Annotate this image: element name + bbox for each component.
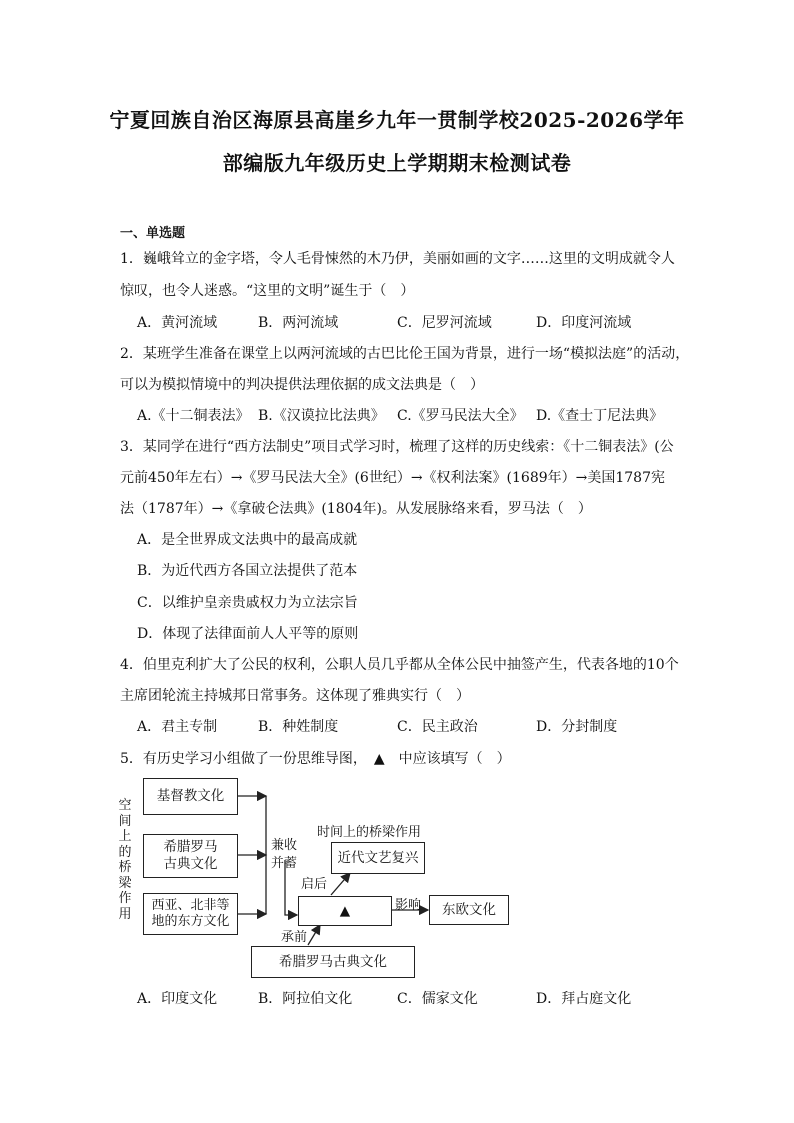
box-eastern-line2: 地的东方文化 bbox=[151, 914, 230, 929]
box-renaissance-text: 近代文艺复兴 bbox=[337, 849, 419, 866]
box-eastern-line1: 西亚、北非等 bbox=[151, 897, 230, 913]
q5-stem: 5．有历史学习小组做了一份思维导图， ▲ 中应该填写（ ） bbox=[120, 751, 511, 767]
spatial-bridge-label: 空间上的桥梁作用 bbox=[118, 798, 132, 922]
influence-label: 影响 bbox=[395, 898, 422, 913]
box-unknown-culture bbox=[298, 896, 392, 926]
inherit-label: 承前 bbox=[281, 930, 308, 945]
q2-option-c: C.《罗马民法大全》 bbox=[397, 408, 524, 424]
q1-stem-line1: 1．巍峨耸立的金字塔，令人毛骨悚然的木乃伊，美丽如画的文字……这里的文明成就令人 bbox=[120, 251, 675, 267]
q2-option-d: D.《查士丁尼法典》 bbox=[536, 408, 664, 424]
q4-option-c: C．民主政治 bbox=[397, 719, 478, 735]
q3-option-c: C．以维护皇亲贵戚权力为立法宗旨 bbox=[137, 595, 358, 611]
triangle-placeholder-icon: ▲ bbox=[339, 902, 351, 919]
q5-option-b: B．阿拉伯文化 bbox=[258, 991, 353, 1007]
q3-stem-line3: 法（1787年）→《拿破仑法典》(1804年)。从发展脉络来看，罗马法（ ） bbox=[120, 501, 592, 517]
box-greco-roman-classical bbox=[251, 946, 415, 978]
q1-stem-line2: 惊叹，也令人迷惑。“这里的文明”诞生于（ ） bbox=[120, 283, 415, 299]
q3-option-b: B．为近代西方各国立法提供了范本 bbox=[137, 563, 358, 579]
q1-option-d: D．印度河流域 bbox=[536, 315, 632, 331]
q1-option-b: B．两河流域 bbox=[258, 315, 339, 331]
q2-option-b: B.《汉谟拉比法典》 bbox=[258, 408, 385, 424]
box-greco-roman-classical-text: 希腊罗马古典文化 bbox=[279, 953, 387, 970]
q2-stem-line1: 2．某班学生准备在课堂上以两河流域的古巴比伦王国为背景，进行一场“模拟法庭”的活动， bbox=[120, 346, 690, 362]
box-christian-culture-text: 基督教文化 bbox=[156, 788, 225, 805]
q3-option-d: D．体现了法律面前人人平等的原则 bbox=[137, 626, 359, 642]
box-greco-roman-culture bbox=[143, 834, 238, 878]
absorb-label-line2: 并蓄 bbox=[271, 856, 298, 871]
section-heading: 一、单选题 bbox=[120, 226, 186, 241]
q4-stem-line1: 4．伯里克利扩大了公民的权利，公职人员几乎都从全体公民中抽签产生，代表各地的10个 bbox=[120, 657, 679, 673]
box-greco-roman-line1: 希腊罗马 bbox=[163, 839, 218, 856]
q1-option-a: A．黄河流域 bbox=[137, 315, 218, 331]
q5-option-c: C．儒家文化 bbox=[397, 991, 478, 1007]
q3-option-a: A．是全世界成文法典中的最高成就 bbox=[137, 532, 358, 548]
absorb-label-line1: 兼收 bbox=[271, 838, 298, 853]
box-east-europe-text: 东欧文化 bbox=[442, 901, 496, 918]
box-christian-culture bbox=[143, 778, 238, 815]
q3-stem-line1: 3．某同学在进行“西方法制史”项目式学习时，梳理了这样的历史线索：《十二铜表法》(公 bbox=[120, 439, 674, 455]
q1-option-c: C．尼罗河流域 bbox=[397, 315, 492, 331]
temporal-bridge-label: 时间上的桥梁作用 bbox=[317, 825, 422, 840]
q4-option-d: D．分封制度 bbox=[536, 719, 618, 735]
box-greco-roman-line2: 古典文化 bbox=[163, 856, 218, 872]
box-eastern-culture bbox=[143, 893, 238, 935]
q4-stem-line2: 主席团轮流主持城邦日常事务。这体现了雅典实行（ ） bbox=[120, 688, 470, 704]
q5-option-d: D．拜占庭文化 bbox=[536, 991, 632, 1007]
inspire-label: 启后 bbox=[301, 877, 328, 892]
box-east-europe bbox=[429, 895, 509, 925]
q5-option-a: A．印度文化 bbox=[137, 991, 218, 1007]
q3-stem-line2: 元前450年左右）→《罗马民法大全》(6世纪）→《权利法案》(1689年）→美国1787宪 bbox=[120, 470, 666, 486]
exam-title-line1: 宁夏回族自治区海原县高崖乡九年一贯制学校2025-2026学年 bbox=[109, 108, 685, 132]
q2-option-a: A.《十二铜表法》 bbox=[137, 408, 250, 424]
box-renaissance bbox=[331, 842, 425, 874]
q4-option-a: A．君主专制 bbox=[137, 719, 218, 735]
q4-option-b: B．种姓制度 bbox=[258, 719, 339, 735]
exam-title-line2: 部编版九年级历史上学期期末检测试卷 bbox=[222, 151, 572, 175]
q2-stem-line2: 可以为模拟情境中的判决提供法理依据的成文法典是（ ） bbox=[120, 377, 484, 393]
